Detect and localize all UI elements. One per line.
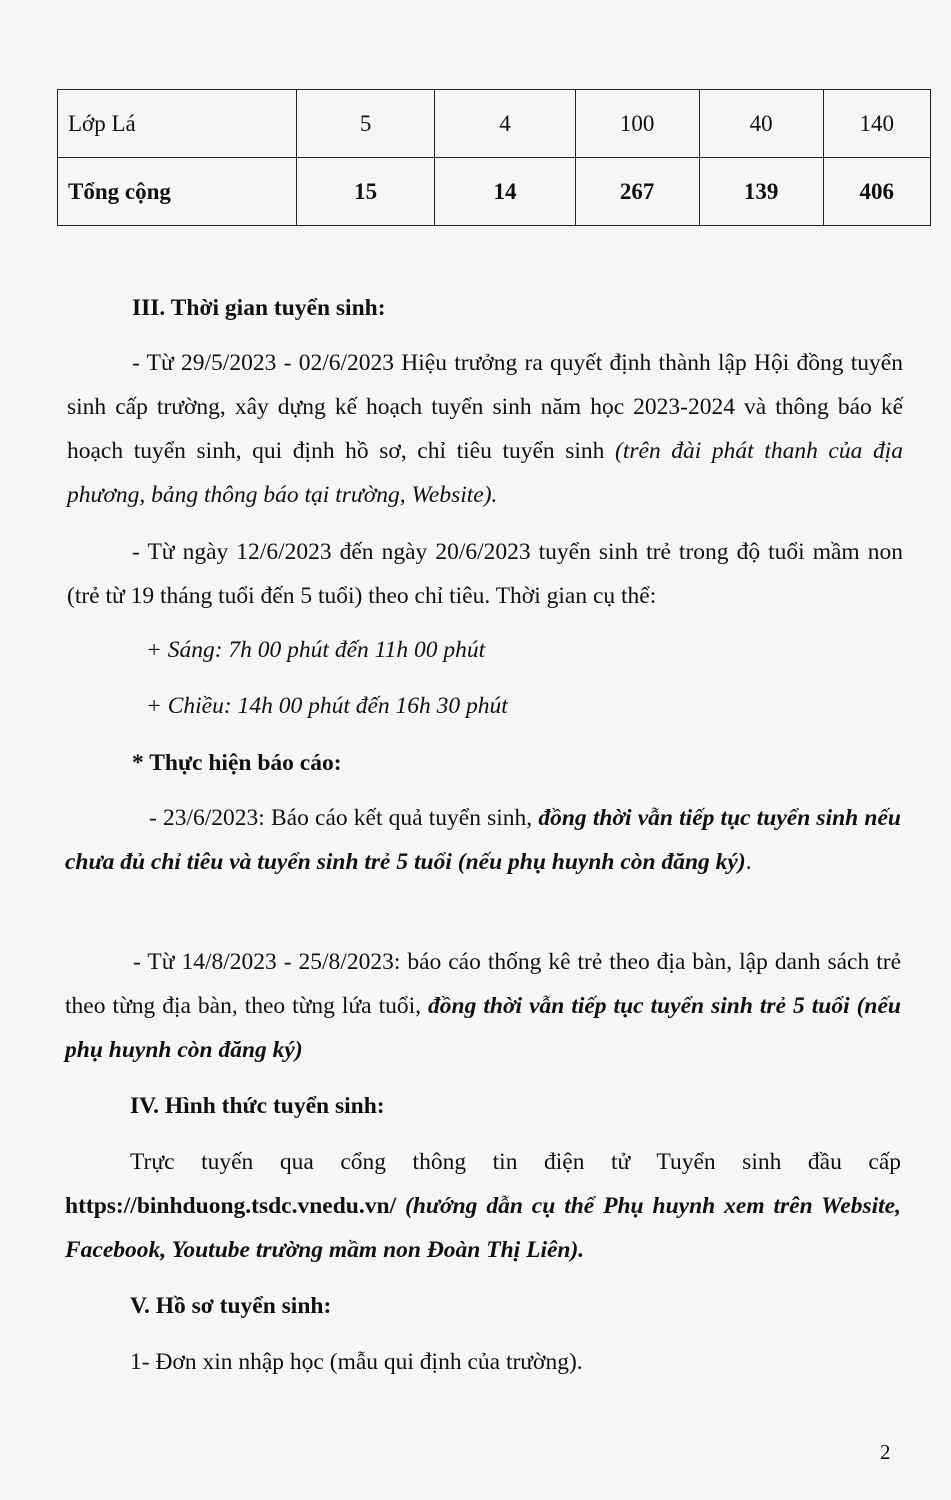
table-cell: 5 <box>296 90 434 158</box>
report-heading: * Thực hiện báo cáo: <box>132 750 342 776</box>
row-label: Tổng cộng <box>58 158 297 226</box>
paragraph-3-1 <box>67 341 903 517</box>
paragraph-text: - Từ 14/8/2023 - 25/8/2023: báo cáo thống kê trẻ theo địa bàn, lập danh sách trẻ theo từng địa bàn, theo từng lứa tuổi, <box>65 949 901 1019</box>
document-item-1: 1- Đơn xin nhập học (mẫu qui định của trường). <box>130 1349 583 1375</box>
table-cell: 4 <box>435 90 575 158</box>
paragraph-bold-italic: đồng thời vẫn tiếp tục tuyển sinh trẻ 5 tuổi (nếu phụ huynh còn đăng ký) <box>65 993 901 1063</box>
row-label: Lớp Lá <box>58 90 297 158</box>
table-cell: 139 <box>699 158 823 226</box>
table-cell: 15 <box>296 158 434 226</box>
page-number: 2 <box>880 1440 891 1464</box>
paragraph-bold-italic: (hướng dẫn cụ thể Phụ huynh xem trên Website, Facebook, Youtube trường mầm non Đoàn Thị Liên). <box>65 1193 901 1263</box>
paragraph-italic: (trên đài phát thanh của địa phương, bảng thông báo tại trường, Website). <box>67 438 903 508</box>
paragraph-text: Trực tuyến qua cổng thông tin điện tử Tuyển sinh đầu cấp <box>130 1149 901 1175</box>
table-cell: 100 <box>575 90 699 158</box>
table-row <box>58 90 931 158</box>
table-cell: 40 <box>699 90 823 158</box>
afternoon-hours: + Chiều: 14h 00 phút đến 16h 30 phút <box>146 693 508 719</box>
paragraph-3-4 <box>65 940 901 1072</box>
table-cell: 14 <box>435 158 575 226</box>
paragraph-bold-italic: đồng thời vẫn tiếp tục tuyển sinh nếu chưa đủ chỉ tiêu và tuyển sinh trẻ 5 tuổi (nếu phụ huynh còn đăng ký) <box>65 805 901 875</box>
section-4-heading: IV. Hình thức tuyển sinh: <box>130 1093 385 1119</box>
table-row-total <box>58 158 931 226</box>
paragraph-4 <box>65 1140 901 1272</box>
table-cell: 140 <box>823 90 930 158</box>
paragraph-text: - Từ 29/5/2023 - 02/6/2023 Hiệu trưởng ra quyết định thành lập Hội đồng tuyển sinh cấp trường, xây dựng kế hoạch tuyển sinh năm học 2023-2024 và thông báo kế hoạch tuyển sinh, qui định hồ sơ, chỉ tiêu tuyển sinh <box>67 350 903 464</box>
table-cell: 406 <box>823 158 930 226</box>
paragraph-end: . <box>745 849 752 875</box>
section-5-heading: V. Hồ sơ tuyển sinh: <box>130 1293 332 1319</box>
paragraph-3-3 <box>65 796 901 884</box>
enrollment-table <box>57 89 931 226</box>
table-cell: 267 <box>575 158 699 226</box>
paragraph-text: - 23/6/2023: Báo cáo kết quả tuyển sinh, <box>149 805 539 831</box>
section-3-heading: III. Thời gian tuyển sinh: <box>132 295 386 321</box>
admission-url[interactable]: https://binhduong.tsdc.vnedu.vn/ <box>65 1193 397 1219</box>
paragraph-3-2: - Từ ngày 12/6/2023 đến ngày 20/6/2023 tuyển sinh trẻ trong độ tuổi mầm non (trẻ từ 19 tháng tuổi đến 5 tuổi) theo chỉ tiêu. Thời gian cụ thể: <box>67 539 903 609</box>
morning-hours: + Sáng: 7h 00 phút đến 11h 00 phút <box>146 637 486 663</box>
